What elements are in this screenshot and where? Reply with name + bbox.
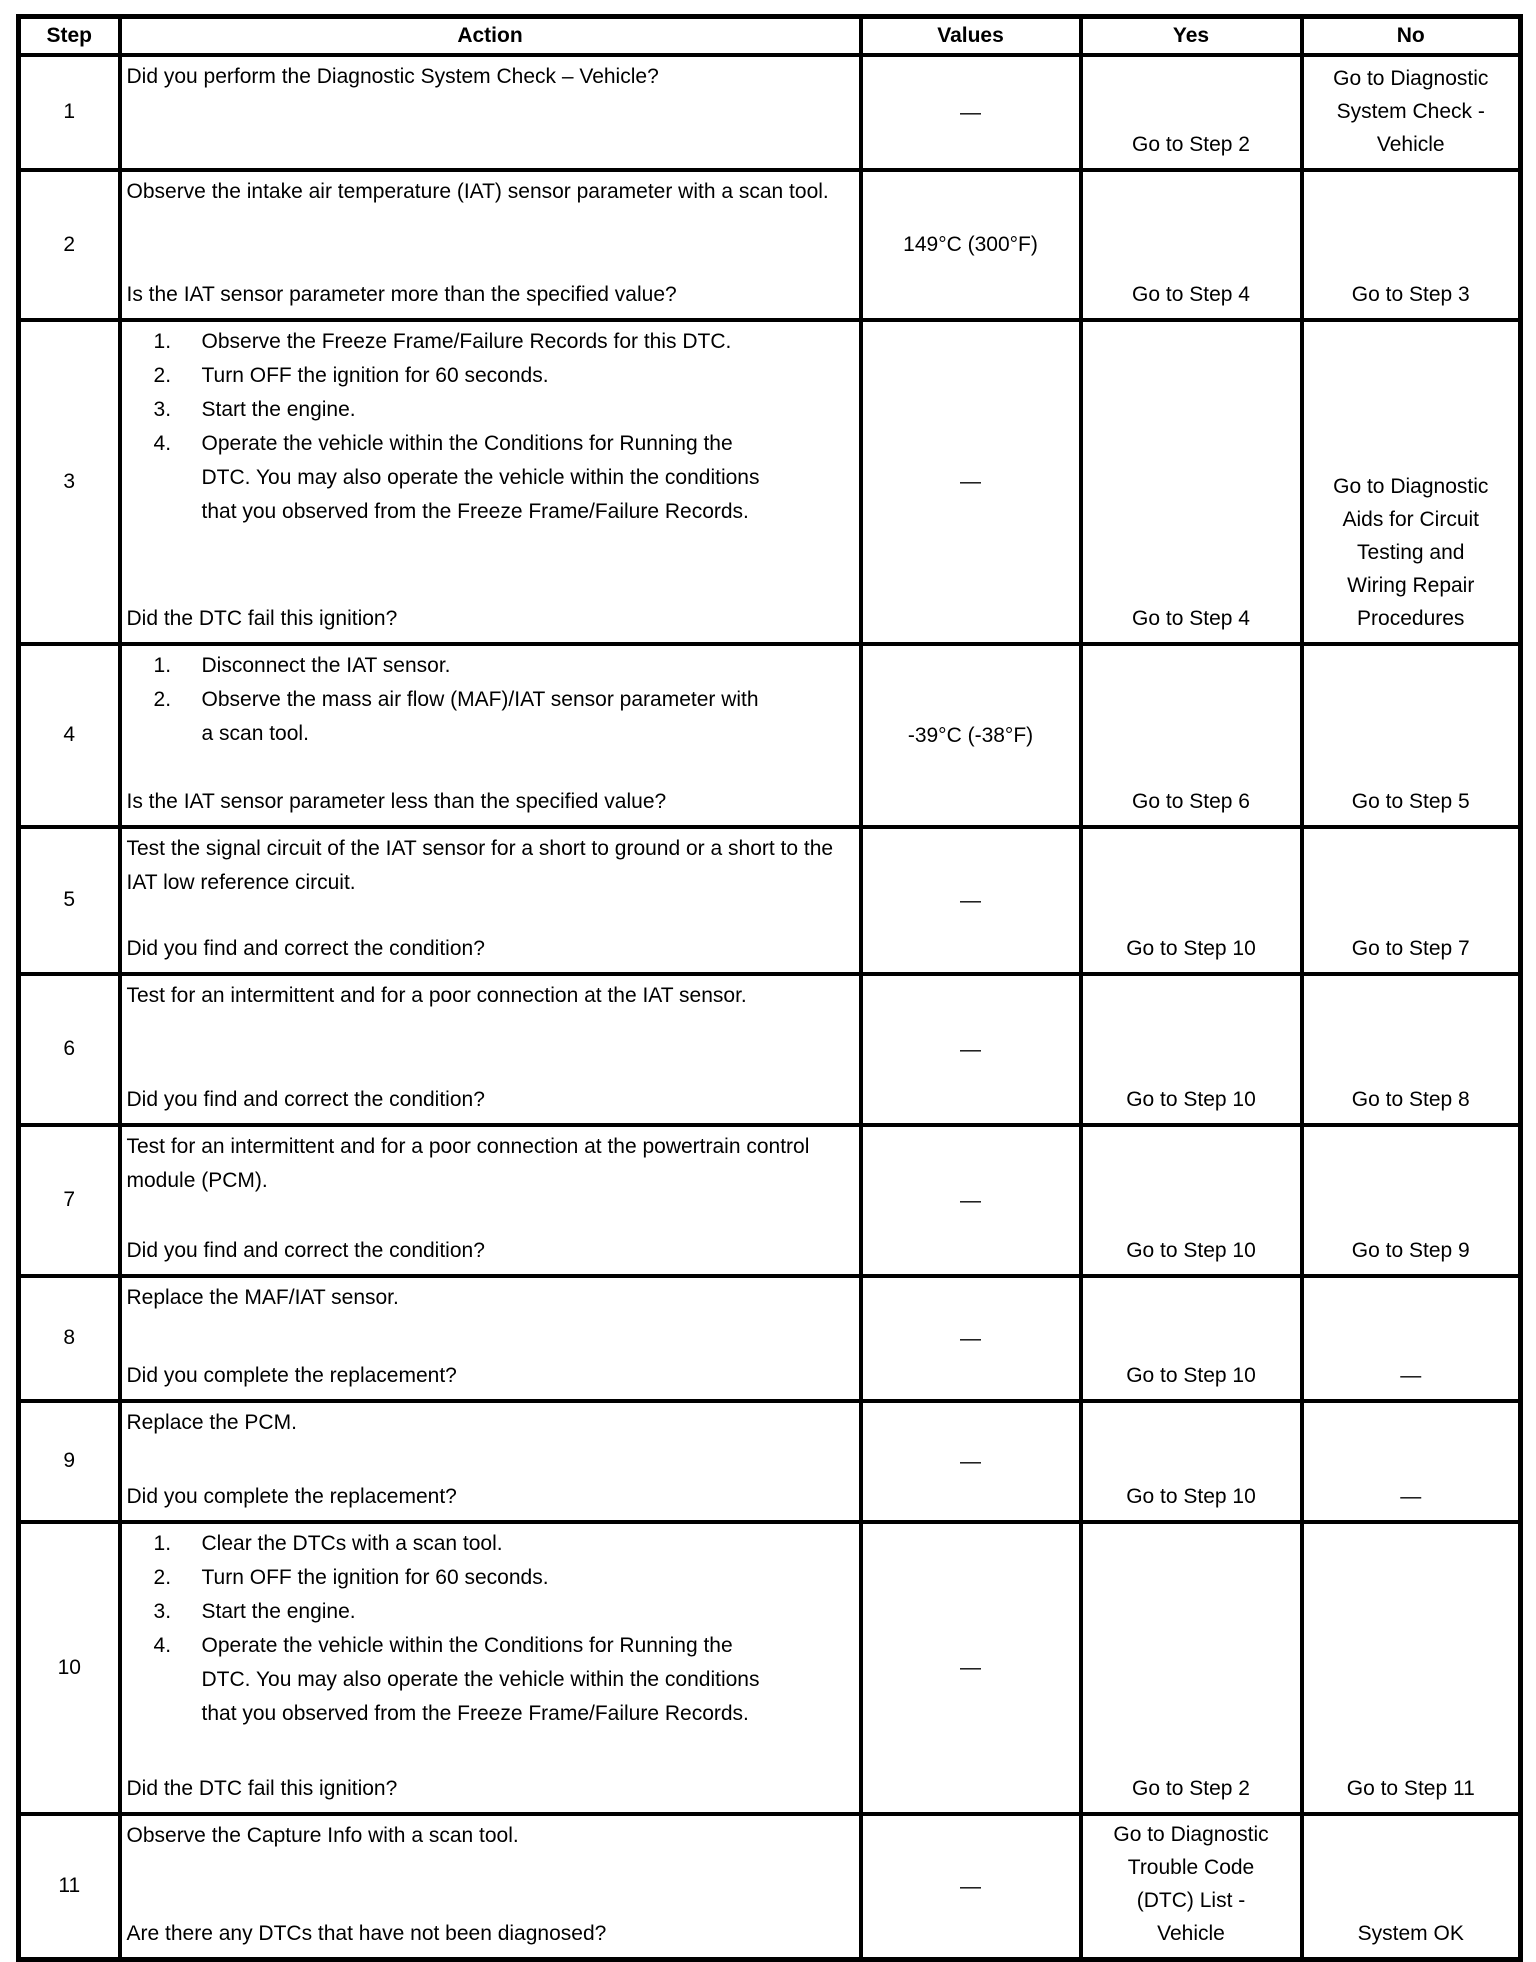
values-text: — xyxy=(861,1125,1081,1276)
action-step-list xyxy=(154,1527,760,1731)
table-row xyxy=(19,170,1521,320)
action-question: Did you complete the replacement? xyxy=(126,1484,457,1508)
action-cell xyxy=(120,55,861,170)
action-question: Is the IAT sensor parameter less than the specified value? xyxy=(126,789,667,813)
yes-text: Go to Diagnostic Trouble Code (DTC) List - Vehicle xyxy=(1113,1822,1269,1945)
no-cell xyxy=(1302,1814,1521,1960)
action-step-list xyxy=(154,325,760,529)
column-header-values: Values xyxy=(861,17,1081,55)
values-text: — xyxy=(861,1276,1081,1401)
action-intro: Did you perform the Diagnostic System Check – Vehicle? xyxy=(126,64,659,88)
table-row xyxy=(19,1401,1521,1522)
step-number: 10 xyxy=(19,1522,120,1814)
column-header-yes: Yes xyxy=(1081,17,1302,55)
step-number: 11 xyxy=(19,1814,120,1960)
table-row xyxy=(19,644,1521,827)
no-text: — xyxy=(1400,1484,1422,1508)
action-intro: Test for an intermittent and for a poor connection at the powertrain control module (PCM). xyxy=(126,1134,810,1192)
column-header-action: Action xyxy=(120,17,861,55)
values-text: — xyxy=(861,974,1081,1125)
table-row xyxy=(19,1125,1521,1276)
action-cell xyxy=(120,974,861,1125)
no-text: Go to Step 8 xyxy=(1351,1087,1470,1111)
no-text: Go to Diagnostic Aids for Circuit Testing and Wiring Repair Procedures xyxy=(1333,474,1489,630)
step-number: 5 xyxy=(19,827,120,974)
action-intro: Observe the Capture Info with a scan tool. xyxy=(126,1823,519,1847)
no-cell xyxy=(1302,320,1521,644)
diagnostic-table xyxy=(16,14,1523,1962)
step-number: 1 xyxy=(19,55,120,170)
yes-text: Go to Step 2 xyxy=(1132,132,1250,156)
table-row xyxy=(19,827,1521,974)
no-text: Go to Step 5 xyxy=(1351,789,1470,813)
no-text: Go to Step 11 xyxy=(1346,1776,1475,1800)
yes-cell xyxy=(1081,320,1302,644)
action-list-item: Observe the mass air flow (MAF)/IAT sensor parameter with a scan tool. xyxy=(201,687,759,745)
yes-cell xyxy=(1081,1125,1302,1276)
yes-cell xyxy=(1081,1522,1302,1814)
yes-text: Go to Step 4 xyxy=(1132,606,1250,630)
table-row xyxy=(19,55,1521,170)
action-list-item: Start the engine. xyxy=(201,397,356,421)
action-cell xyxy=(120,170,861,320)
yes-cell xyxy=(1081,644,1302,827)
no-cell xyxy=(1302,1522,1521,1814)
action-cell xyxy=(120,1814,861,1960)
action-cell xyxy=(120,1276,861,1401)
step-number: 6 xyxy=(19,974,120,1125)
action-cell xyxy=(120,1522,861,1814)
table-row xyxy=(19,1522,1521,1814)
yes-text: Go to Step 10 xyxy=(1126,1363,1256,1387)
action-question: Did the DTC fail this ignition? xyxy=(126,606,398,630)
action-intro: Observe the intake air temperature (IAT) sensor parameter with a scan tool. xyxy=(126,179,829,203)
action-question: Are there any DTCs that have not been diagnosed? xyxy=(126,1921,607,1945)
action-intro: Test for an intermittent and for a poor connection at the IAT sensor. xyxy=(126,983,747,1007)
values-text: — xyxy=(861,1814,1081,1960)
step-number: 7 xyxy=(19,1125,120,1276)
step-number: 9 xyxy=(19,1401,120,1522)
action-list-item: Clear the DTCs with a scan tool. xyxy=(201,1531,503,1555)
action-step-list xyxy=(154,649,760,751)
action-cell xyxy=(120,320,861,644)
column-header-step: Step xyxy=(19,17,120,55)
values-text: — xyxy=(861,55,1081,170)
action-question: Did you complete the replacement? xyxy=(126,1363,457,1387)
table-header-row xyxy=(19,17,1521,55)
action-list-item: Operate the vehicle within the Conditions for Running the DTC. You may also operate the vehicle within the conditions that you observed from the Freeze Frame/Failure Records. xyxy=(201,1633,760,1725)
yes-cell xyxy=(1081,1276,1302,1401)
yes-text: Go to Step 10 xyxy=(1126,936,1256,960)
no-text: — xyxy=(1400,1363,1422,1387)
yes-cell xyxy=(1081,974,1302,1125)
table-row xyxy=(19,974,1521,1125)
no-text: Go to Step 7 xyxy=(1351,936,1470,960)
action-list-item: Disconnect the IAT sensor. xyxy=(201,653,451,677)
no-text: System OK xyxy=(1357,1921,1464,1945)
yes-cell xyxy=(1081,170,1302,320)
action-cell xyxy=(120,644,861,827)
yes-text: Go to Step 10 xyxy=(1126,1087,1256,1111)
yes-text: Go to Step 10 xyxy=(1126,1238,1256,1262)
no-cell xyxy=(1302,1125,1521,1276)
no-cell xyxy=(1302,170,1521,320)
table-row xyxy=(19,320,1521,644)
action-intro: Test the signal circuit of the IAT sensor for a short to ground or a short to the IAT low reference circuit. xyxy=(126,836,834,894)
action-question: Did you find and correct the condition? xyxy=(126,936,485,960)
no-cell xyxy=(1302,55,1521,170)
step-number: 3 xyxy=(19,320,120,644)
values-text: 149°C (300°F) xyxy=(861,170,1081,320)
action-cell xyxy=(120,1401,861,1522)
values-text: — xyxy=(861,320,1081,644)
action-cell xyxy=(120,827,861,974)
no-cell xyxy=(1302,1401,1521,1522)
action-list-item: Operate the vehicle within the Conditions for Running the DTC. You may also operate the vehicle within the conditions that you observed from the Freeze Frame/Failure Records. xyxy=(201,431,760,523)
yes-cell xyxy=(1081,1401,1302,1522)
action-question: Did the DTC fail this ignition? xyxy=(126,1776,398,1800)
step-number: 8 xyxy=(19,1276,120,1401)
action-list-item: Start the engine. xyxy=(201,1599,356,1623)
yes-text: Go to Step 2 xyxy=(1132,1776,1250,1800)
action-intro: Replace the PCM. xyxy=(126,1410,297,1434)
step-number: 2 xyxy=(19,170,120,320)
action-list-item: Turn OFF the ignition for 60 seconds. xyxy=(201,1565,549,1589)
no-text: Go to Step 3 xyxy=(1351,282,1470,306)
values-text: — xyxy=(861,1522,1081,1814)
no-cell xyxy=(1302,1276,1521,1401)
no-cell xyxy=(1302,644,1521,827)
no-cell xyxy=(1302,974,1521,1125)
values-text: — xyxy=(861,1401,1081,1522)
table-row xyxy=(19,1814,1521,1960)
no-text: Go to Step 9 xyxy=(1351,1238,1470,1262)
values-text: — xyxy=(861,827,1081,974)
yes-text: Go to Step 4 xyxy=(1132,282,1250,306)
action-cell xyxy=(120,1125,861,1276)
yes-cell xyxy=(1081,55,1302,170)
action-intro: Replace the MAF/IAT sensor. xyxy=(126,1285,399,1309)
action-question: Did you find and correct the condition? xyxy=(126,1238,485,1262)
table-row xyxy=(19,1276,1521,1401)
yes-text: Go to Step 10 xyxy=(1126,1484,1256,1508)
values-text: -39°C (-38°F) xyxy=(861,644,1081,827)
yes-text: Go to Step 6 xyxy=(1132,789,1250,813)
no-cell xyxy=(1302,827,1521,974)
no-text: Go to Diagnostic System Check - Vehicle xyxy=(1333,66,1489,156)
action-list-item: Turn OFF the ignition for 60 seconds. xyxy=(201,363,549,387)
yes-cell xyxy=(1081,827,1302,974)
step-number: 4 xyxy=(19,644,120,827)
action-question: Is the IAT sensor parameter more than the specified value? xyxy=(126,282,677,306)
column-header-no: No xyxy=(1302,17,1521,55)
yes-cell xyxy=(1081,1814,1302,1960)
action-question: Did you find and correct the condition? xyxy=(126,1087,485,1111)
action-list-item: Observe the Freeze Frame/Failure Records for this DTC. xyxy=(201,329,732,353)
